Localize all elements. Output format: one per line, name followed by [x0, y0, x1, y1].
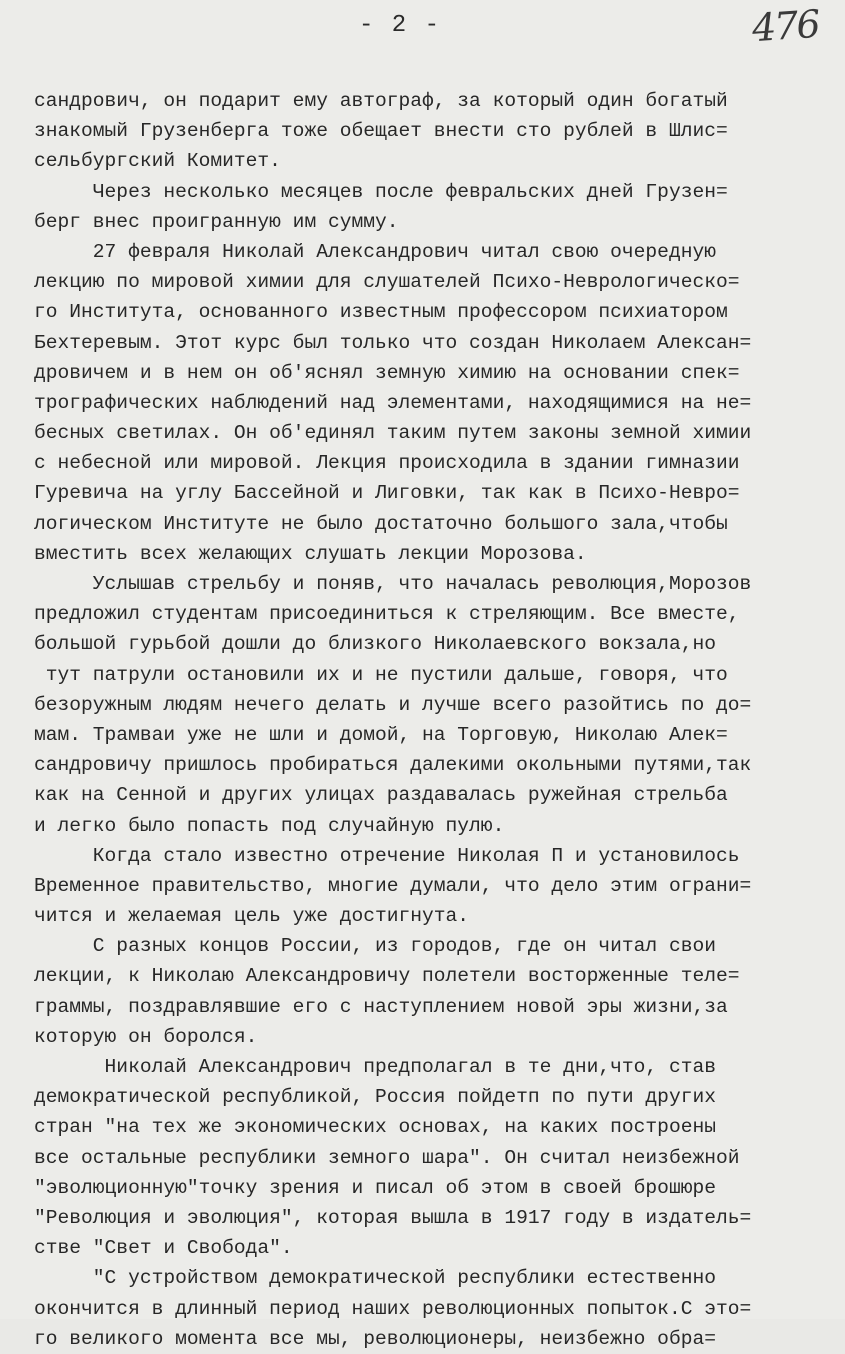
text-line: вместить всех желающих слушать лекции Морозова.	[34, 542, 587, 565]
text-line: бесных светилах. Он об'единял таким путем законы земной химии	[34, 422, 752, 445]
text-line: знакомый Грузенберга тоже обещает внести сто рублей в Шлис=	[34, 120, 728, 143]
text-line: большой гурьбой дошли до близкого Николаевского вокзала,но	[34, 633, 716, 656]
text-line: граммы, поздравлявшие его с наступлением новой эры жизни,за	[34, 995, 728, 1018]
text-line: которую он боролся.	[34, 1025, 258, 1048]
text-line: с небесной или мировой. Лекция происходила в здании гимназии	[34, 452, 740, 475]
text-line: логическом Институте не было достаточно большого зала,чтобы	[34, 512, 728, 535]
page-number: - 2 -	[358, 12, 441, 39]
archive-number-handwritten: 476	[750, 1, 820, 51]
text-line: Через несколько месяцев после февральских дней Грузен=	[34, 180, 728, 203]
text-line: Временное правительство, многие думали, что дело этим ограни=	[34, 874, 752, 897]
text-line: Николай Александрович предполагал в те дни,что, став	[34, 1056, 716, 1078]
typewritten-text	[34, 86, 834, 1354]
text-line: чится и желаемая цель уже достигнута.	[34, 905, 470, 928]
text-line: стве "Свет и Свобода".	[34, 1237, 293, 1260]
text-line: трографических наблюдений над элементами, находящимися на не=	[34, 391, 752, 414]
text-line: тут патрули остановили их и не пустили дальше, говоря, что	[34, 663, 728, 686]
text-line: Гуревича на углу Бассейной и Лиговки, так как в Психо-Невро=	[34, 482, 740, 505]
text-line: мам. Трамваи уже не шли и домой, на Торговую, Николаю Алек=	[34, 723, 728, 746]
text-line: С разных концов России, из городов, где он читал свои	[34, 935, 716, 958]
text-line: окончится в длинный период наших революционных попыток.С это=	[34, 1297, 752, 1320]
text-line: "Революция и эволюция", которая вышла в 1917 году в издатель=	[34, 1206, 752, 1229]
text-line: стран "на тех же экономических основах, на каких построены	[34, 1116, 716, 1139]
text-line: Когда стало известно отречение Николая П и установилось	[34, 844, 740, 867]
text-line: предложил студентам присоединиться к стреляющим. Все вместе,	[34, 603, 740, 626]
text-line: го великого момента все мы, революционеры, неизбежно обра=	[34, 1327, 716, 1350]
text-line: 27 февраля Николай Александрович читал свою очередную	[34, 240, 716, 263]
text-line: Услышав стрельбу и поняв, что началась революция,Морозов	[34, 573, 752, 595]
text-line: безоружным людям нечего делать и лучше всего разойтись по до=	[34, 693, 752, 716]
text-line: го Института, основанного известным профессором психиатором	[34, 301, 728, 324]
text-line: лекцию по мировой химии для слушателей Психо-Неврологическо=	[34, 271, 740, 294]
text-line: как на Сенной и других улицах раздавалась ружейная стрельба	[34, 784, 728, 807]
text-line: сандрович, он подарит ему автограф, за который один богатый	[34, 90, 728, 112]
text-line: берг внес проигранную им сумму.	[34, 210, 399, 233]
text-line: все остальные республики земного шара". Он считал неизбежной	[34, 1146, 740, 1169]
text-line: сельбургский Комитет.	[34, 150, 281, 173]
text-line: демократической республикой, Россия пойдетп по пути других	[34, 1086, 716, 1109]
text-line: сандровичу пришлось пробираться далекими окольными путями,так	[34, 754, 752, 777]
text-line: "С устройством демократической республики естественно	[34, 1267, 716, 1290]
text-line: "эволюционную"точку зрения и писал об этом в своей брошюре	[34, 1176, 716, 1199]
text-line: лекции, к Николаю Александровичу полетели восторженные теле=	[34, 965, 740, 988]
text-line: дровичем и в нем он об'яснял земную химию на основании спек=	[34, 361, 740, 384]
text-line: Бехтеревым. Этот курс был только что создан Николаем Алексан=	[34, 331, 752, 354]
text-line: и легко было попасть под случайную пулю.	[34, 814, 505, 837]
